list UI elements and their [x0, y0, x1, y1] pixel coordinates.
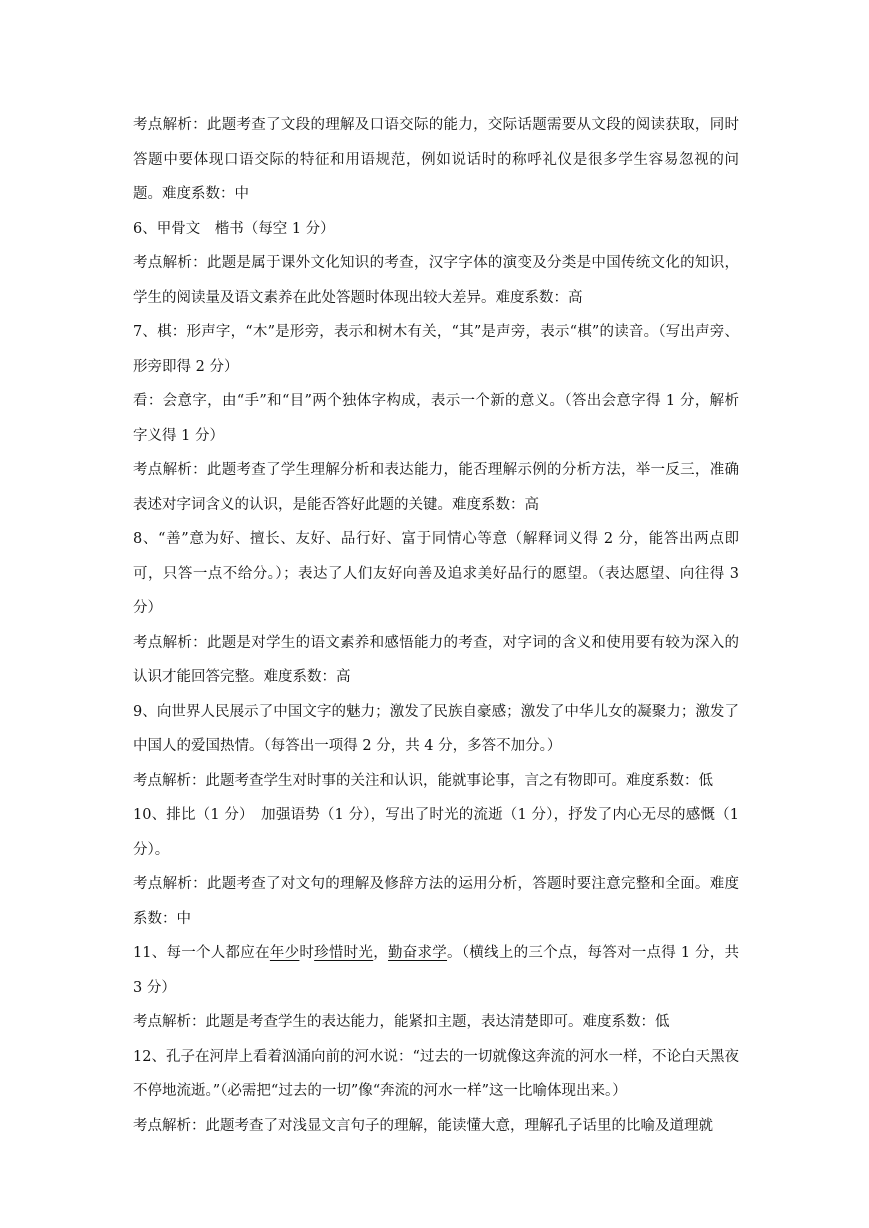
analysis-paragraph-10: 考点解析：此题考查了对文句的理解及修辞方法的运用分析，答题时要注意完整和全面。难度系数：中: [133, 876, 739, 927]
analysis-paragraph-6: 考点解析：此题是属于课外文化知识的考查，汉字字体的演变及分类是中国传统文化的知识，学生的阅读量及语文素养在此处答题时体现出较大差异。难度系数：高: [133, 255, 739, 306]
underlined-keyword: 珍惜时光: [314, 945, 374, 961]
analysis-paragraph-9: 考点解析：此题考查学生对时事的关注和认识，能就事论事，言之有物即可。难度系数：低: [133, 772, 713, 789]
analysis-paragraph-7: 考点解析：此题考查了学生理解分析和表达能力，能否理解示例的分析方法，举一反三，准确表述对字词含义的认识，是能否答好此题的关键。难度系数：高: [133, 462, 739, 513]
analysis-paragraph-8: 考点解析：此题是对学生的语文素养和感悟能力的考查，对字词的含义和使用要有较为深入的认识才能回答完整。难度系数：高: [133, 634, 739, 685]
answer-11-text: 时: [299, 945, 315, 961]
answer-10: 10、排比（1 分） 加强语势（1 分），写出了时光的流逝（1 分），抒发了内心无尽的感慨（1 分）。: [133, 807, 739, 858]
answer-key-body: [133, 108, 739, 1143]
answer-11-text: ，: [373, 945, 388, 961]
analysis-paragraph-11: 考点解析：此题是考查学生的表达能力，能紧扣主题，表达清楚即可。难度系数：低: [133, 1014, 670, 1030]
analysis-paragraph-12: 考点解析：此题考查了对浅显文言句子的理解，能读懂大意，理解孔子话里的比喻及道理就: [133, 1117, 713, 1134]
answer-7-qi: 7、棋：形声字，“木”是形旁，表示和树木有关，“其”是声旁，表示“棋”的读音。（写出声旁、形旁即得 2 分）: [133, 324, 739, 375]
answer-12: 12、孔子在河岸上看着汹涌向前的河水说：“过去的一切就像这奔流的河水一样，不论白天黑夜不停地流逝。”（必需把“过去的一切”像“奔流的河水一样”这一比喻体现出来。）: [133, 1048, 739, 1099]
answer-6: 6、甲骨文 楷书（每空 1 分）: [133, 220, 335, 237]
answer-7-kan: 看：会意字，由“手”和“目”两个独体字构成，表示一个新的意义。（答出会意字得 1 分，解析字义得 1 分）: [133, 393, 739, 444]
analysis-paragraph-5: 考点解析：此题考查了文段的理解及口语交际的能力，交际话题需要从文段的阅读获取，同时答题中要体现口语交际的特征和用语规范，例如说话时的称呼礼仪是很多学生容易忽视的问题。难度系数：中: [133, 117, 739, 202]
answer-9: 9、向世界人民展示了中国文字的魅力；激发了民族自豪感；激发了中华儿女的凝聚力；激发了中国人的爱国热情。（每答出一项得 2 分，共 4 分，多答不加分。）: [133, 703, 739, 754]
answer-8: 8、“善”意为好、擅长、友好、品行好、富于同情心等意（解释词义得 2 分，能答出两点即可，只答一点不给分。）；表达了人们友好向善及追求美好品行的愿望。（表达愿望、向往得 3 分）: [133, 531, 739, 616]
underlined-keyword: 年少: [269, 945, 300, 961]
answer-11-text: 11、每一个人都应在: [133, 945, 270, 961]
underlined-keyword: 勤奋求学: [387, 945, 448, 961]
answer-11: [133, 936, 739, 1005]
answer-11-text: 。（横线上的三个点，每答对一点得 1 分，共 3 分）: [133, 945, 740, 996]
